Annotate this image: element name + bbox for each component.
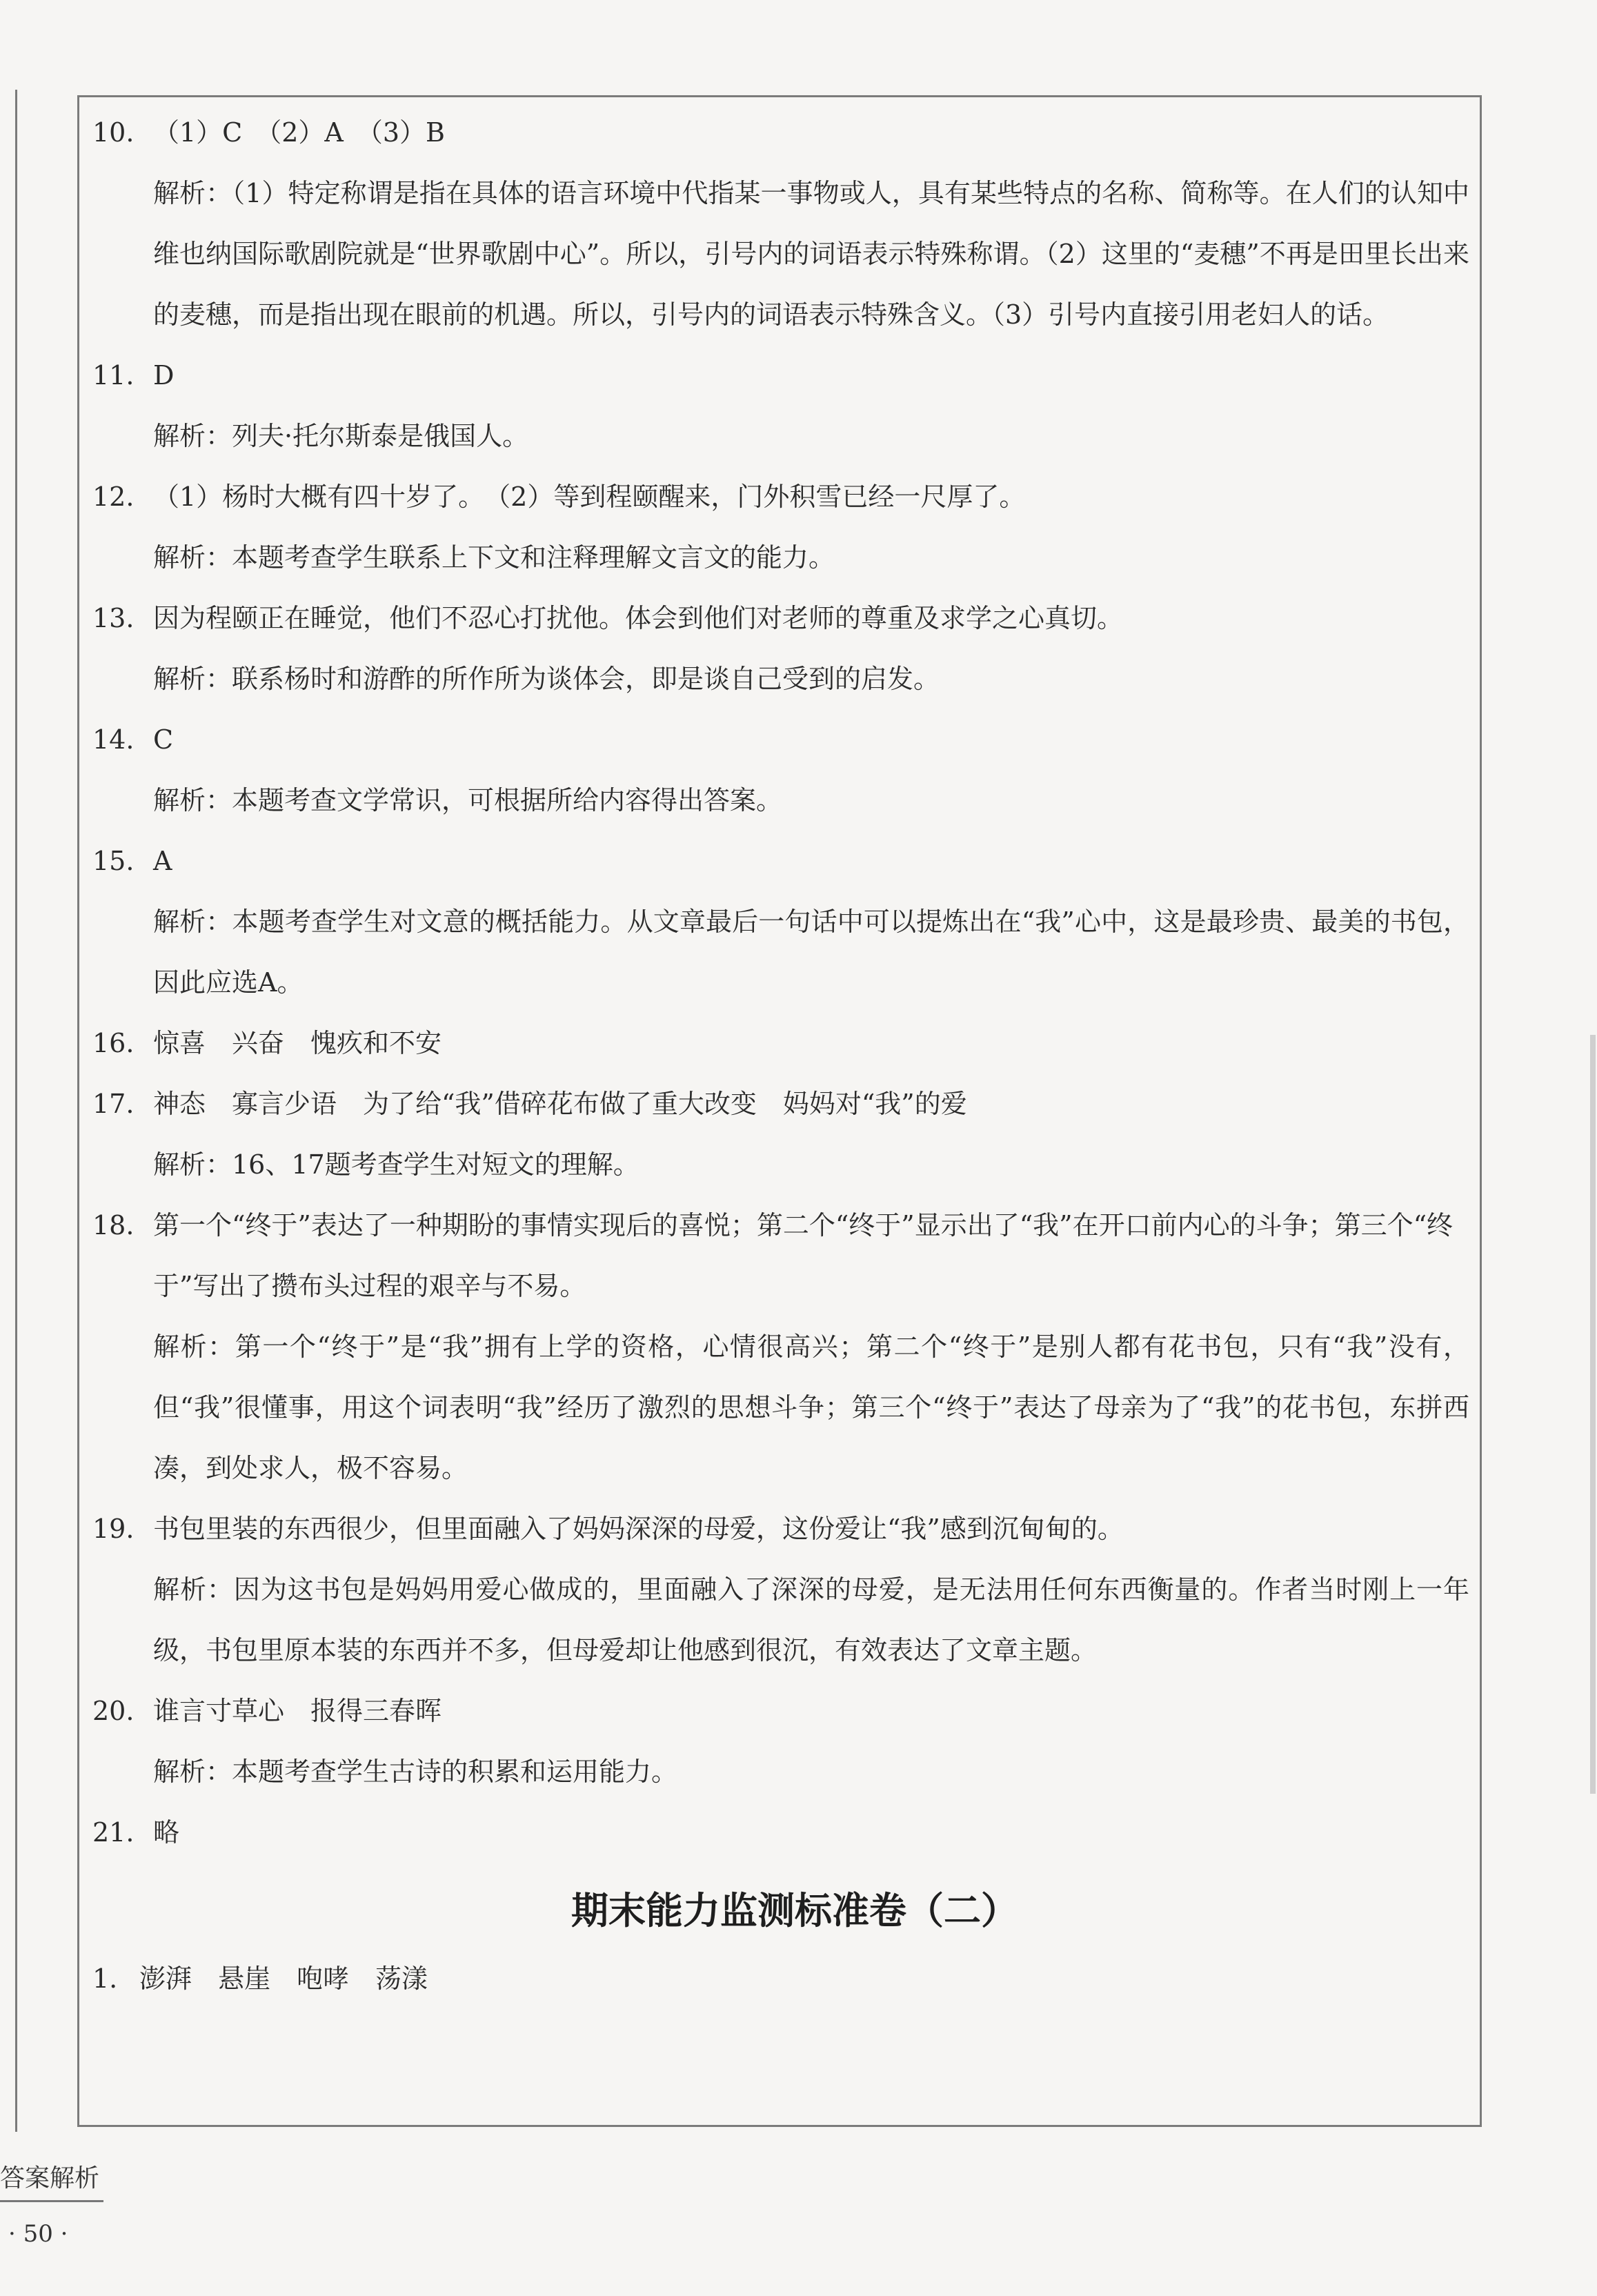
- item-number: 10.: [92, 117, 135, 148]
- item-explanation: 解析：本题考查文学常识，可根据所给内容得出答案。: [153, 785, 783, 815]
- page-edge-shadow: [1590, 1035, 1596, 1794]
- footer-section-label: 答案解析: [0, 2163, 103, 2202]
- item-answer: 澎湃 悬崖 咆哮 荡漾: [139, 1963, 428, 1994]
- item-number: 15.: [92, 846, 135, 876]
- item-explanation: 解析：（1）特定称谓是指在具体的语言环境中代指某一事物或人，具有某些特点的名称、简称等。在人们的认知中维也纳国际歌剧院就是“世界歌剧中心”。所以，引号内的词语表示特殊称谓。（2）这里的“麦穗”不再是田里长出来的麦穗，而是指出现在眼前的机遇。所以，引号内的词语表示特殊含义。（3）引号内直接引用老妇人的话。: [153, 178, 1469, 330]
- answer-item-10: [92, 102, 1469, 345]
- item-answer: A: [153, 846, 172, 876]
- item-number: 21.: [92, 1817, 135, 1848]
- answer-content: [92, 102, 1469, 2009]
- item-number: 20.: [92, 1696, 135, 1726]
- item-number: 13.: [92, 603, 135, 633]
- item-answer: 神态 寡言少语 为了给“我”借碎花布做了重大改变 妈妈对“我”的爱: [153, 1089, 967, 1119]
- answer-item-18: [92, 1195, 1469, 1498]
- item-answer: （1）杨时大概有四十岁了。 （2）等到程颐醒来，门外积雪已经一尺厚了。: [153, 482, 1026, 512]
- answer-item-12: [92, 466, 1469, 588]
- section-answer-item-1: [92, 1948, 1469, 2009]
- item-explanation: 解析：本题考查学生对文意的概括能力。从文章最后一句话中可以提炼出在“我”心中，这是最珍贵、最美的书包，因此应选A。: [153, 907, 1469, 998]
- answer-item-16: [92, 1013, 1469, 1073]
- answer-item-14: [92, 709, 1469, 831]
- item-number: 17.: [92, 1089, 135, 1119]
- item-number: 11.: [92, 360, 135, 390]
- answer-item-21: [92, 1802, 1469, 1863]
- answer-item-19: [92, 1498, 1469, 1681]
- item-explanation: 解析：列夫·托尔斯泰是俄国人。: [153, 421, 529, 451]
- item-answer: 第一个“终于”表达了一种期盼的事情实现后的喜悦；第二个“终于”显示出了“我”在开口前内心的斗争；第三个“终于”写出了攒布头过程的艰辛与不易。: [153, 1210, 1453, 1301]
- answer-item-15: [92, 831, 1469, 1013]
- item-number: 19.: [92, 1514, 135, 1544]
- item-explanation: 解析：本题考查学生古诗的积累和运用能力。: [153, 1756, 678, 1787]
- item-answer: 因为程颐正在睡觉，他们不忍心打扰他。体会到他们对老师的尊重及求学之心真切。: [153, 603, 1124, 633]
- item-explanation: 解析：因为这书包是妈妈用爱心做成的，里面融入了深深的母爱，是无法用任何东西衡量的。作者当时刚上一年级，书包里原本装的东西并不多，但母爱却让他感到很沉，有效表达了文章主题。: [153, 1574, 1469, 1665]
- item-number: 12.: [92, 482, 135, 512]
- answer-item-20: [92, 1681, 1469, 1802]
- item-explanation: 解析：第一个“终于”是“我”拥有上学的资格，心情很高兴；第二个“终于”是别人都有花书包，只有“我”没有，但“我”很懂事，用这个词表明“我”经历了激烈的思想斗争；第三个“终于”表达了母亲为了“我”的花书包，东拼西凑，到处求人，极不容易。: [153, 1332, 1469, 1483]
- answer-item-17: [92, 1073, 1469, 1195]
- left-margin-rule: [15, 90, 17, 2132]
- item-explanation: 解析：16、17题考查学生对短文的理解。: [153, 1149, 639, 1180]
- item-answer: 书包里装的东西很少，但里面融入了妈妈深深的母爱，这份爱让“我”感到沉甸甸的。: [153, 1514, 1124, 1544]
- page-number: · 50 ·: [8, 2220, 68, 2248]
- item-explanation: 解析：联系杨时和游酢的所作所为谈体会，即是谈自己受到的启发。: [153, 664, 940, 694]
- answer-item-13: [92, 588, 1469, 709]
- item-explanation: 解析：本题考查学生联系上下文和注释理解文言文的能力。: [153, 542, 835, 573]
- item-answer: 惊喜 兴奋 愧疚和不安: [153, 1028, 442, 1058]
- answer-item-11: [92, 345, 1469, 466]
- item-number: 1.: [92, 1963, 118, 1994]
- item-answer: 谁言寸草心 报得三春晖: [153, 1696, 442, 1726]
- item-number: 14.: [92, 724, 135, 755]
- section-title: 期末能力监测标准卷（二）: [571, 1888, 1018, 1932]
- item-answer: C: [153, 724, 174, 755]
- item-number: 16.: [92, 1028, 135, 1058]
- item-number: 18.: [92, 1210, 135, 1240]
- item-answer: （1）C （2）A （3）B: [153, 117, 445, 148]
- item-answer: 略: [153, 1817, 180, 1848]
- item-answer: D: [153, 360, 175, 390]
